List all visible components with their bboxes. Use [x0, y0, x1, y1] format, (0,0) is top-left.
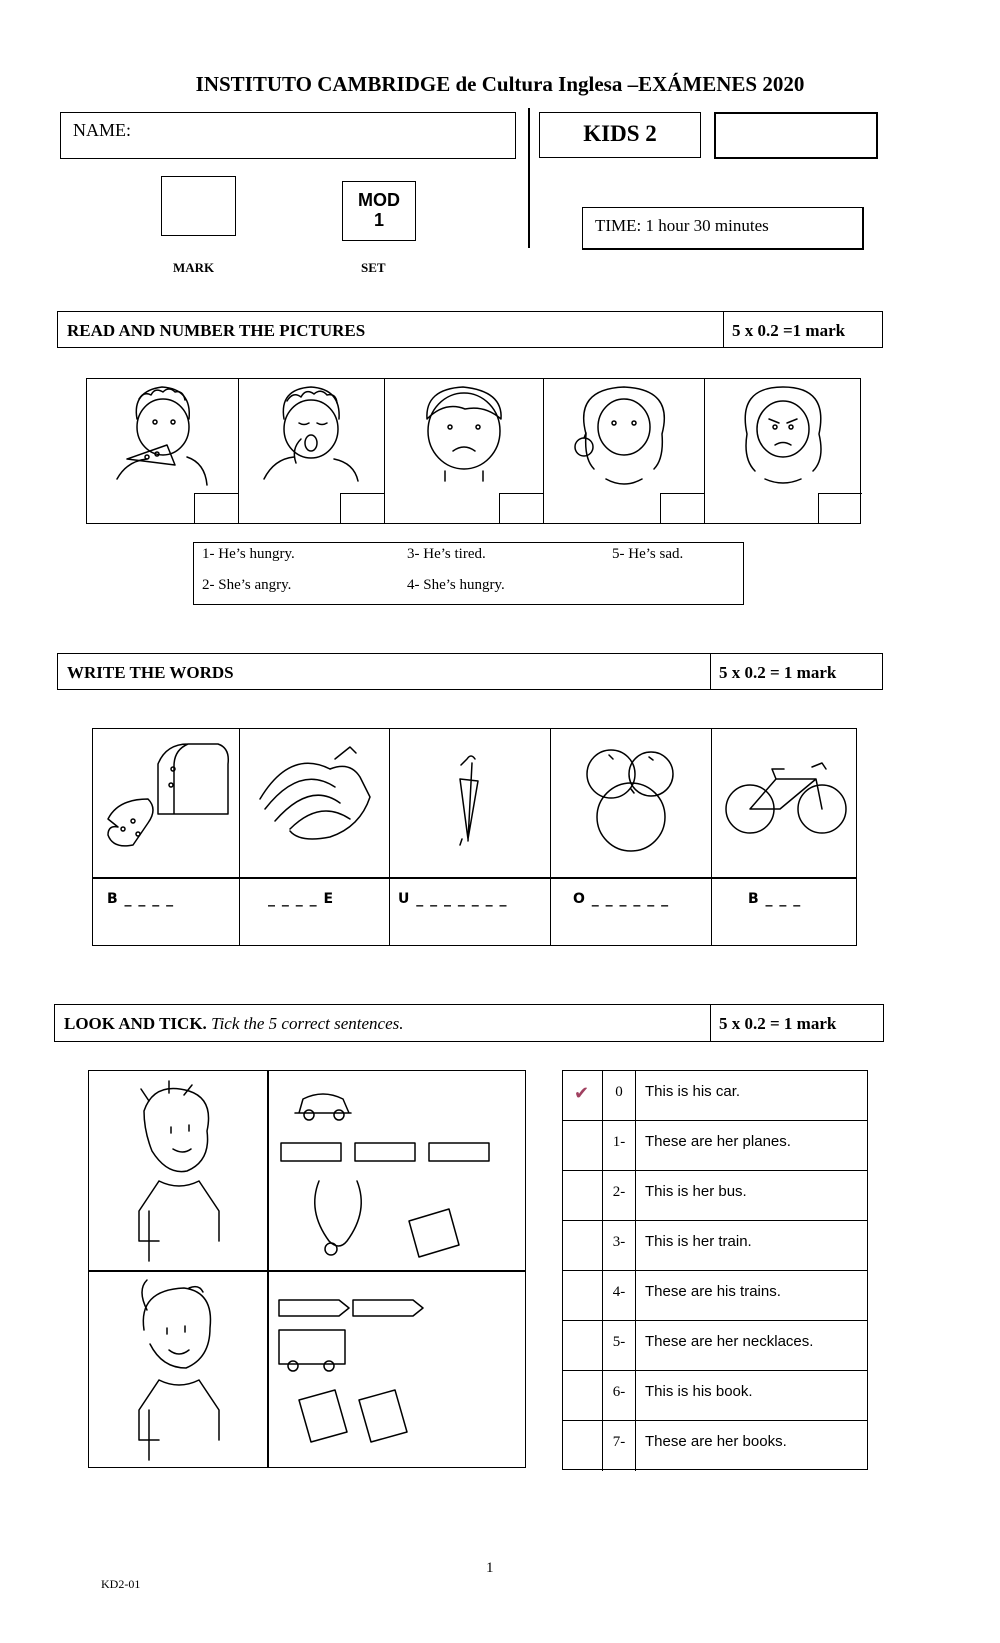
- boy-icon: [89, 1071, 267, 1270]
- section-read-number-header: [57, 311, 883, 348]
- section-instruction: Tick the 5 correct sentences.: [211, 1014, 404, 1033]
- bread-icon: [93, 729, 240, 877]
- tick-box[interactable]: [563, 1121, 603, 1170]
- tick-box[interactable]: [563, 1221, 603, 1270]
- document-code: KD2-01: [101, 1577, 141, 1591]
- picture-cell: [385, 379, 544, 523]
- word-cell: [712, 729, 858, 945]
- tick-row[interactable]: [563, 1121, 867, 1171]
- tick-row[interactable]: [563, 1321, 867, 1371]
- time-label: TIME: 1 hour 30 minutes: [595, 216, 769, 235]
- time-box: [582, 207, 864, 250]
- tick-box[interactable]: [563, 1171, 603, 1220]
- tick-row[interactable]: [563, 1421, 867, 1471]
- picture-cell: [87, 379, 239, 523]
- page-title: INSTITUTO CAMBRIDGE de Cultura Inglesa –EXÁMENES 2020: [195, 72, 805, 96]
- mark-label: MARK: [173, 260, 215, 275]
- section-heading: READ AND NUMBER THE PICTURES: [67, 321, 366, 340]
- tick-row[interactable]: [563, 1171, 867, 1221]
- mod-label: MOD: [358, 190, 400, 210]
- planes-bus-books-icon: [269, 1270, 525, 1469]
- mod-number: 1: [373, 210, 384, 230]
- number-answer-box[interactable]: [340, 493, 384, 523]
- word-blank: B _ _ _: [748, 891, 802, 907]
- word-cell: [390, 729, 551, 945]
- set-box: [342, 181, 416, 241]
- section-heading: WRITE THE WORDS: [67, 663, 234, 682]
- level-label: KIDS 2: [583, 121, 657, 146]
- number-answer-box[interactable]: [194, 493, 238, 523]
- tick-box[interactable]: [563, 1371, 603, 1420]
- row-sentence: This is her train.: [645, 1233, 752, 1250]
- check-icon: ✔: [574, 1083, 590, 1103]
- word-blank: O _ _ _ _ _ _: [573, 891, 670, 907]
- row-sentence: This is his book.: [645, 1383, 753, 1400]
- tick-box[interactable]: [563, 1271, 603, 1320]
- header-divider: [528, 108, 530, 248]
- word-cell: [93, 729, 240, 945]
- sentences-box: [193, 542, 744, 605]
- tick-row[interactable]: [563, 1271, 867, 1321]
- sentence: 5- He’s sad.: [612, 546, 684, 562]
- section-look-tick-header: [54, 1004, 884, 1042]
- picture-cell: [544, 379, 705, 523]
- word-cell: [551, 729, 712, 945]
- tick-row[interactable]: [563, 1071, 867, 1121]
- words-grid: [92, 728, 857, 946]
- section-marks: 5 x 0.2 =1 mark: [723, 312, 882, 347]
- row-sentence: These are her books.: [645, 1433, 787, 1450]
- look-tick-pictures: [88, 1070, 526, 1468]
- tick-row[interactable]: [563, 1371, 867, 1421]
- row-sentence: These are his trains.: [645, 1283, 781, 1300]
- word-blank: U _ _ _ _ _ _ _: [398, 891, 508, 907]
- picture-cell: [705, 379, 862, 523]
- row-sentence: This is his car.: [645, 1083, 741, 1100]
- row-number: 5-: [603, 1321, 636, 1370]
- car-trains-necklace-book-icon: [269, 1071, 525, 1270]
- tick-box[interactable]: [563, 1321, 603, 1370]
- row-number: 2-: [603, 1171, 636, 1220]
- sentence: 4- She’s hungry.: [407, 577, 505, 593]
- section-heading-group: [64, 1014, 404, 1034]
- row-number: 0: [603, 1071, 636, 1120]
- girl-icon: [89, 1270, 267, 1469]
- pictures-grid: [86, 378, 861, 524]
- word-blank: _ _ _ _ E: [268, 891, 335, 907]
- row-sentence: This is her bus.: [645, 1183, 747, 1200]
- row-number: 1-: [603, 1121, 636, 1170]
- section-marks: 5 x 0.2 = 1 mark: [710, 1005, 883, 1041]
- name-field[interactable]: [60, 112, 516, 159]
- row-number: 6-: [603, 1371, 636, 1420]
- sentence: 3- He’s tired.: [407, 546, 486, 562]
- section-write-words-header: [57, 653, 883, 690]
- number-answer-box[interactable]: [660, 493, 704, 523]
- name-label: NAME:: [73, 120, 131, 140]
- set-label: SET: [361, 260, 386, 275]
- tick-table: [562, 1070, 868, 1470]
- sentence: 1- He’s hungry.: [202, 546, 295, 562]
- row-number: 7-: [603, 1421, 636, 1471]
- row-sentence: These are her planes.: [645, 1133, 791, 1150]
- row-sentence: These are her necklaces.: [645, 1333, 814, 1350]
- bananas-icon: [240, 729, 390, 877]
- picture-cell: [239, 379, 385, 523]
- tick-row[interactable]: [563, 1221, 867, 1271]
- umbrella-icon: [390, 729, 551, 877]
- score-box[interactable]: [714, 112, 878, 159]
- mark-box[interactable]: [161, 176, 236, 236]
- word-cell: [240, 729, 390, 945]
- page-number: 1: [486, 1560, 494, 1576]
- number-answer-box[interactable]: [818, 493, 862, 523]
- section-heading: LOOK AND TICK.: [64, 1014, 207, 1033]
- oranges-icon: [551, 729, 712, 877]
- sentence: 2- She’s angry.: [202, 577, 292, 593]
- tick-box[interactable]: [563, 1421, 603, 1471]
- row-number: 4-: [603, 1271, 636, 1320]
- tick-box[interactable]: [563, 1071, 603, 1120]
- word-blank: B _ _ _ _: [107, 891, 175, 907]
- number-answer-box[interactable]: [499, 493, 543, 523]
- section-marks: 5 x 0.2 = 1 mark: [710, 654, 882, 689]
- level-box: [539, 112, 701, 158]
- bike-icon: [712, 729, 858, 877]
- row-number: 3-: [603, 1221, 636, 1270]
